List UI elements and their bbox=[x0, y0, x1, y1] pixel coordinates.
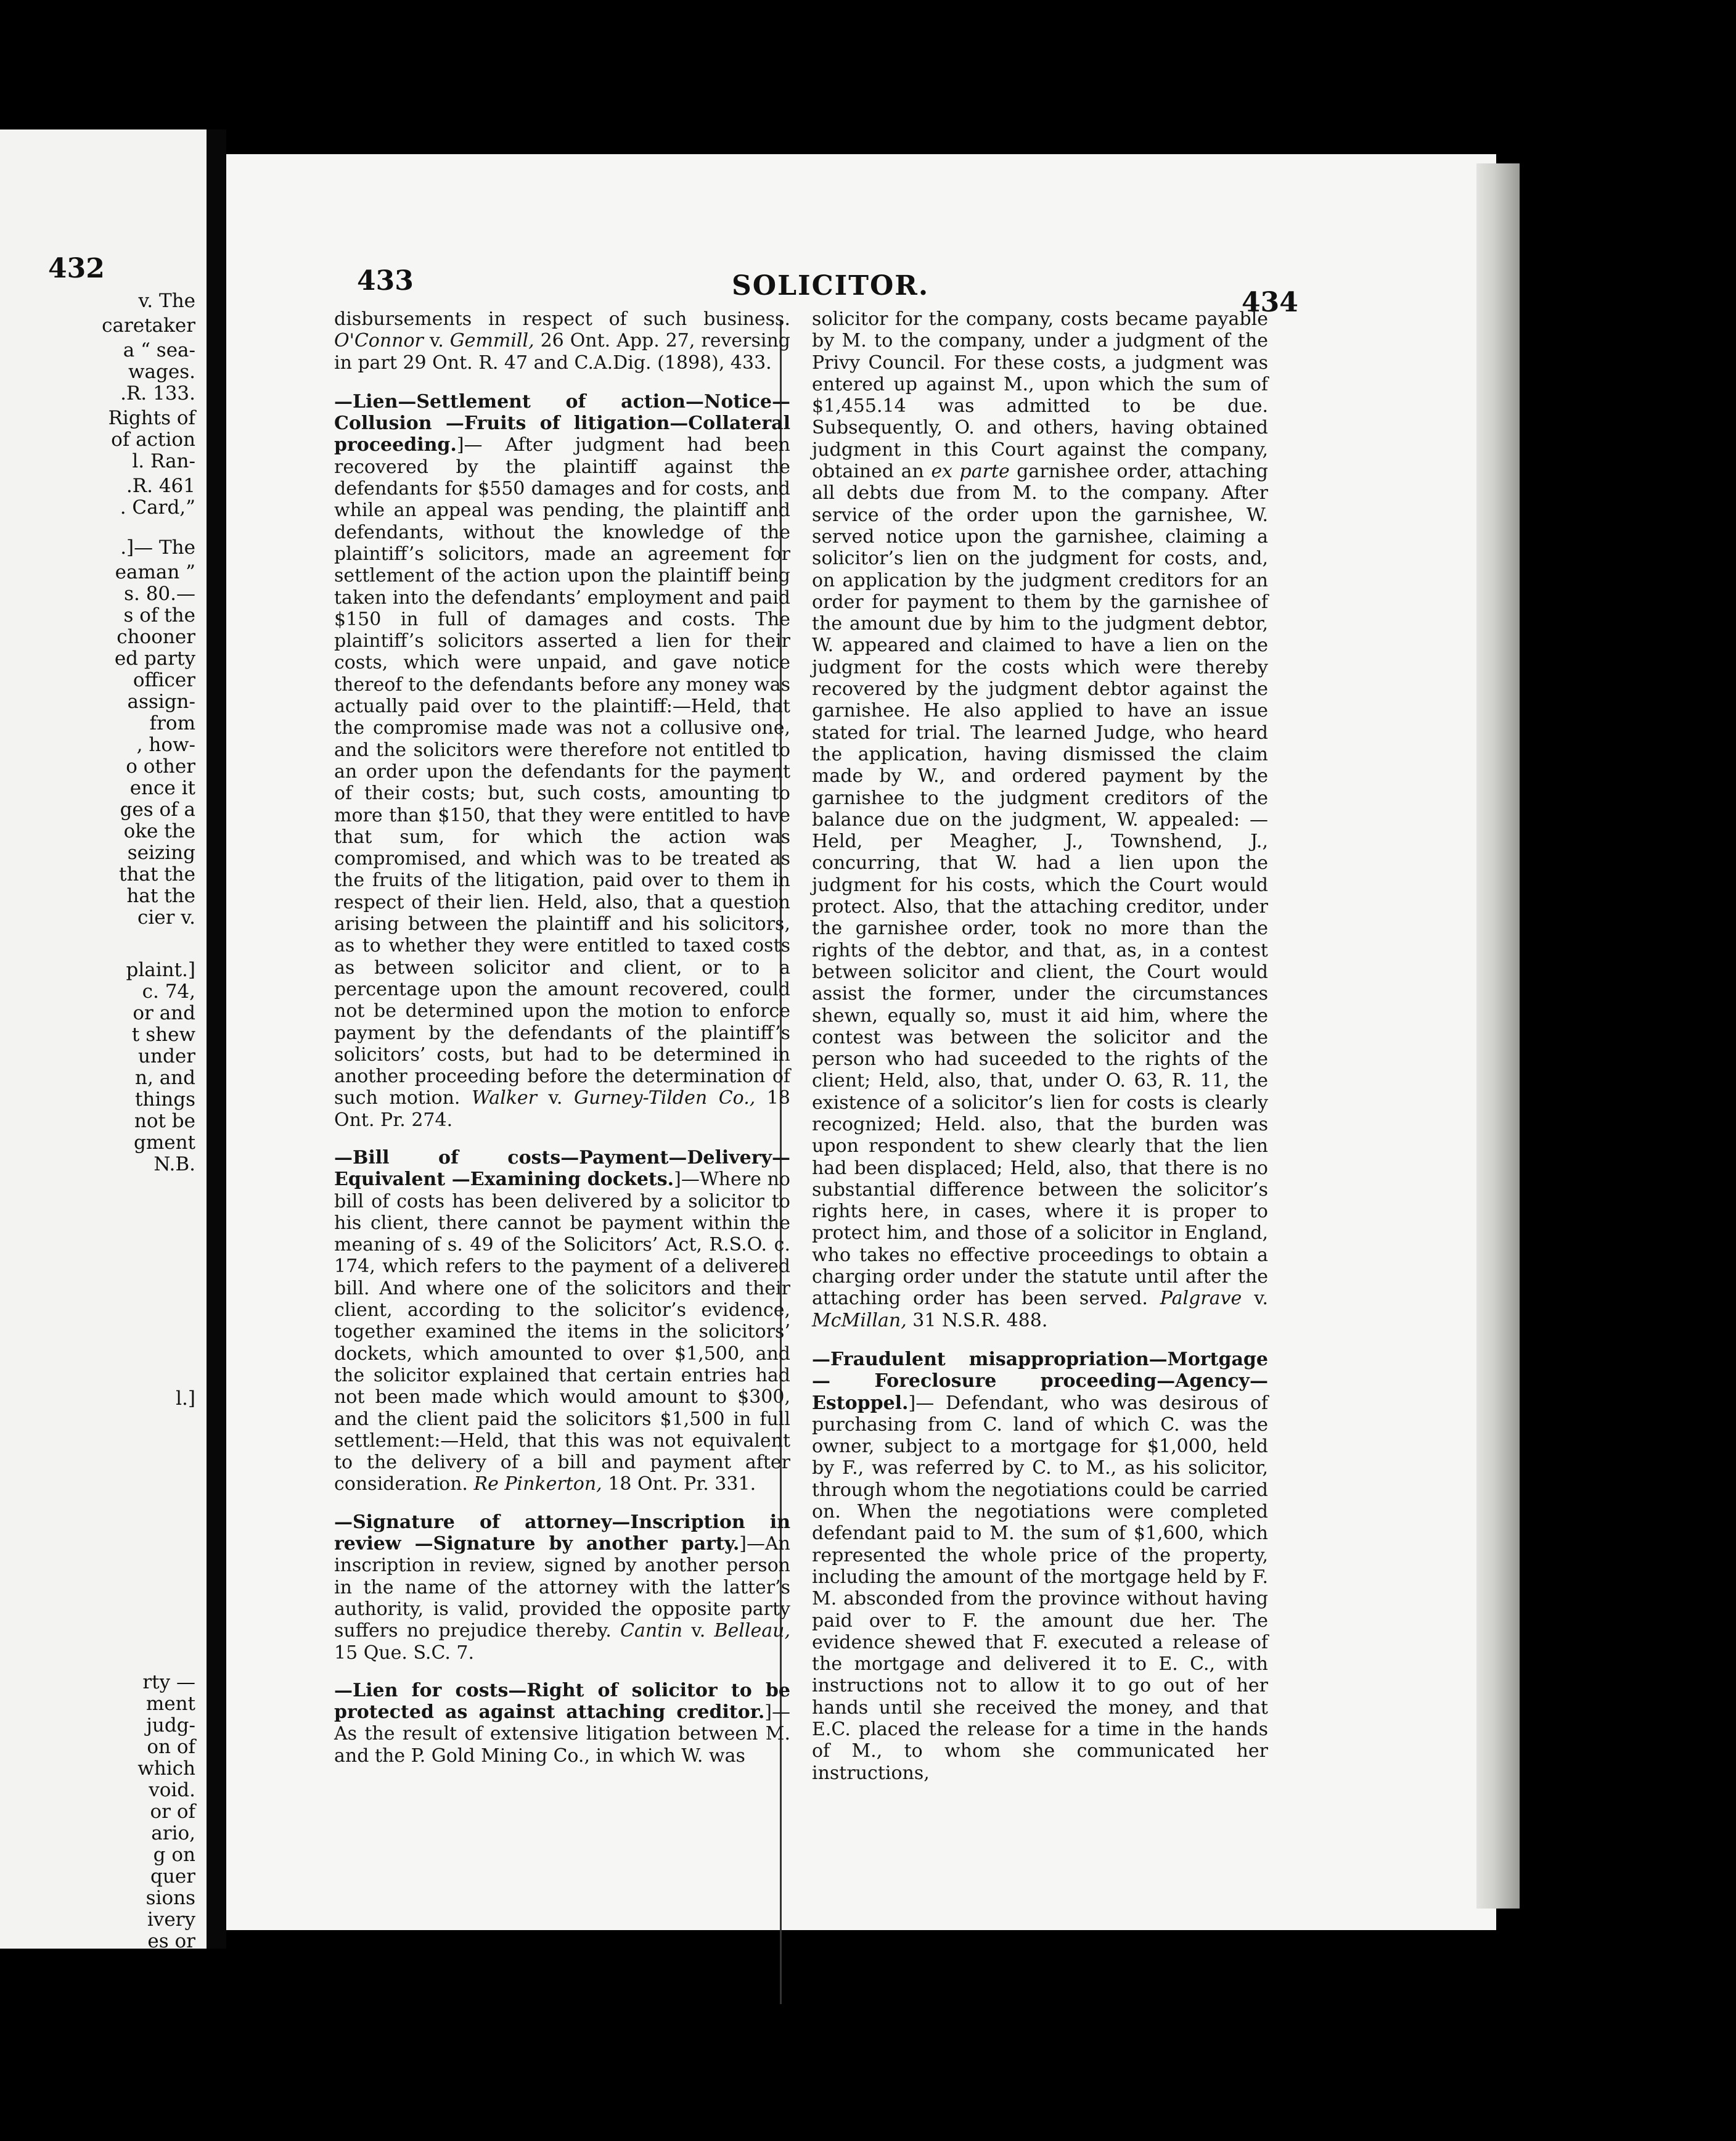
running-header bbox=[226, 265, 1496, 318]
left-page-fragment-line: that the bbox=[119, 863, 195, 886]
left-page-fragment-line: c. 74, bbox=[142, 980, 195, 1003]
book-gutter bbox=[207, 129, 226, 1949]
left-page-fragment-line: Rights of bbox=[108, 407, 195, 429]
left-page-fragment-line: ed party bbox=[114, 647, 195, 670]
left-page-fragment bbox=[0, 129, 207, 1949]
left-page-fragment-line: judg- bbox=[146, 1714, 195, 1736]
left-page-fragment-line: l. Ran- bbox=[132, 450, 195, 472]
left-page-fragment-line: s. 80.— bbox=[124, 583, 195, 605]
entry-lien-settlement: —Lien—Settlement of action—Notice—Collusion —Fruits of litigation—Collateral proceeding.]— After judgment had been recovered by the plaintiff against the defendants for $550 damages and for costs, and while an appeal was pending, the plaintiff and defendants, without the knowledge of the plaintiff’s solicitors, made an agreement for settlement of the action upon the plaintiff being taken into the defendants’ employment and paid $150 in full of damages and costs. The plaintiff’s solicitors asserted a lien for their costs, which were unpaid, and gave notice thereof to the defendants before any money was actually paid over to the plaintiff:—Held, that the compromise made was not a collusive one, and the solicitors were therefore not entitled to an order upon the defendants for the payment of their costs; but, such costs, amounting to more than $150, that they were entitled to have that sum, for which the action was compromised, and which was to be treated as the fruits of the litigation, paid over to them in respect of their lien. Held, also, that a question arising between the plaintiff and his solicitors, as to whether they were entitled to taxed costs as between solicitor and client, or to a percentage upon the amount recovered, could not be determined upon the motion to enforce payment by the defendants of the plaintiff’s solicitors’ costs, but had to be determined in another proceeding before the determination of such motion. Walker v. Gurney-Tilden Co., 18 Ont. Pr. 274. bbox=[334, 390, 790, 1131]
entry-continuation: disbursements in respect of such business. O'Connor v. Gemmill, 26 Ont. App. 27, reversing in part 29 Ont. R. 47 and C.A.Dig. (1898), 433. bbox=[334, 308, 791, 374]
left-page-fragment-line: es or bbox=[147, 1930, 195, 1949]
left-page-fragment-line: or of bbox=[150, 1801, 195, 1823]
entry-heading: —Signature of attorney—Inscription in review —Signature by another party. bbox=[334, 1511, 790, 1555]
left-page-fragment-line: under bbox=[138, 1045, 195, 1067]
left-page-fragment-line: assign- bbox=[127, 691, 195, 713]
left-page-fragment-line: chooner bbox=[117, 626, 195, 648]
entry-bill-of-costs: —Bill of costs—Payment—Delivery—Equivalent —Examining dockets.]—Where no bill of costs has been delivered by a solicitor to his client, there cannot be payment within the meaning of s. 49 of the Solicitors’ Act, R.S.O. c. 174, which refers to the payment of a delivered bill. And where one of the solicitors and their client, according to the solicitor’s evidence, together examined the items in the solicitors’ dockets, which amounted to over $1,500, and the solicitor explained that certain entries had not been made which would amount to $300, and the client paid the solicitors $1,500 in full settlement:—Held, that this was not equivalent to the delivery of a bill and payment after consideration. Re Pinkerton, 18 Ont. Pr. 331. bbox=[334, 1146, 790, 1495]
left-page-fragment-line: cier v. bbox=[137, 906, 195, 929]
left-page-fragment-line: N.B. bbox=[154, 1153, 195, 1175]
left-page-fragment-line: on of bbox=[147, 1736, 195, 1758]
left-page-fragment-line: l.] bbox=[176, 1387, 195, 1410]
left-page-fragment-line: n, and bbox=[135, 1067, 195, 1089]
left-column bbox=[334, 308, 790, 1783]
left-page-fragment-line: officer bbox=[133, 669, 195, 691]
entry-fraudulent-misappropriation: —Fraudulent misappropriation—Mortgage— Foreclosure proceeding—Agency—Estoppel.]— Defendant, who was desirous of purchasing from C. land of which C. was the owner, subject to a mortgage for $1,000, held by F., was referred by C. to M., as his solicitor, through whom the negotiations could be carried on. When the negotiations were completed defendant paid to M. the sum of $1,600, which represented the whole price of the property, including the amount of the mortgage held by F. M. absconded from the province without having paid over to F. the amount due her. The evidence shewed that F. executed a release of the mortgage and delivered it to E. C., with instructions not to allow it to go out of her hands until she received the money, and that E.C. placed the release for a time in the hands of M., to whom she communicated her instructions, bbox=[812, 1348, 1268, 1784]
entry-continuation: solicitor for the company, costs became payable by M. to the company, under a judgment of the Privy Council. For these costs, a judgment was entered up against M., upon which the sum of $1,455.14 was admitted to be due. Subsequently, O. and others, having obtained judgment in this Court against the company, obtained an ex parte garnishee order, attaching all debts due from M. to the company. After service of the order upon the garnishee, W. served notice upon the garnishee, claiming a solicitor’s lien on the judgment for costs, and, on application by the judgment creditors for an order for payment to them by the garnishee of the amount due by him to the judgment debtor, W. appeared and claimed to have a lien on the judgment for the costs which were thereby recovered by the judgment debtor against the garnishee. He also applied to have an issue stated for trial. The learned Judge, who heard the application, having dismissed the claim made by W., and ordered payment by the garnishee to the judgment creditors of the balance due on the judgment, W. appealed: —Held, per Meagher, J., Townshend, J., concurring, that W. had a lien upon the judgment for his costs, which the Court would protect. Also, that the attaching creditor, under the garnishee order, took no more than the rights of the debtor, and that, as, in a contest between solicitor and client, the Court would assist the former, under the circumstances shewn, equally so, must it aid him, where the contest was between the solicitor and the person who had suceeded to the rights of the client; Held, also, that, under O. 63, R. 11, the existence of a solicitor’s lien for costs is clearly recognized; Held. also, that the burden was upon respondent to shew clearly that the lien had been displaced; Held, also, that there is no substantial difference between the solicitor’s rights here, in cases, where it is proper to protect him, and those of a solicitor in England, who takes no effective proceedings to obtain a charging order under the statute until after the attaching order has been served. Palgrave v. McMillan, 31 N.S.R. 488. bbox=[812, 308, 1268, 1331]
left-page-fragment-line: oke the bbox=[123, 820, 195, 842]
left-page-fragment-line: seizing bbox=[127, 842, 195, 864]
entry-heading: —Lien—Settlement of action—Notice—Collusion —Fruits of litigation—Collateral proceeding. bbox=[334, 390, 790, 456]
left-page-fragment-line: sions bbox=[145, 1887, 195, 1909]
entry-heading: —Fraudulent misappropriation—Mortgage— Foreclosure proceeding—Agency—Estoppel. bbox=[812, 1348, 1268, 1414]
left-page-fragment-line: . Card,” bbox=[120, 496, 195, 519]
left-page-fragment-line: wages. bbox=[128, 361, 195, 383]
left-page-fragment-line: which bbox=[137, 1757, 195, 1780]
left-page-fragment-line: t shew bbox=[131, 1024, 195, 1046]
entry-heading: —Lien for costs—Right of solicitor to be protected as against attaching creditor. bbox=[334, 1679, 790, 1724]
left-page-fragment-line: void. bbox=[149, 1779, 195, 1801]
left-page-fragment-line: quer bbox=[150, 1865, 195, 1888]
left-page-fragment-line: gment bbox=[133, 1132, 195, 1154]
left-page-fragment-line: not be bbox=[134, 1110, 195, 1132]
right-column bbox=[812, 308, 1268, 1800]
left-page-fragment-line: .R. 461 bbox=[126, 475, 195, 497]
left-page-fragment-line: ges of a bbox=[120, 799, 195, 821]
entry-heading: —Bill of costs—Payment—Delivery—Equivalent —Examining dockets. bbox=[334, 1146, 790, 1191]
entry-signature-of-attorney: —Signature of attorney—Inscription in review —Signature by another party.]—An inscription in review, signed by another person in the name of the attorney with the latter’s authority, is valid, provided the opposite party suffers no prejudice thereby. Cantin v. Belleau, 15 Que. S.C. 7. bbox=[334, 1511, 790, 1664]
left-page-fragment-line: , how- bbox=[136, 734, 195, 756]
left-page-fragment-line: hat the bbox=[126, 885, 195, 907]
page-number-432: 432 bbox=[48, 253, 105, 284]
left-page-fragment-line: ence it bbox=[129, 777, 195, 799]
left-page-fragment-line: things bbox=[134, 1088, 195, 1111]
page-number-433: 433 bbox=[357, 265, 414, 297]
left-page-fragment-line: ivery bbox=[147, 1909, 195, 1931]
left-page-fragment-line: from bbox=[149, 712, 195, 734]
left-page-fragment-line: ario, bbox=[151, 1822, 195, 1844]
left-page-fragment-line: v. The bbox=[138, 290, 195, 312]
main-page bbox=[226, 154, 1496, 1930]
left-page-fragment-line: plaint.] bbox=[126, 959, 195, 981]
page-edge-stack bbox=[1476, 163, 1520, 1909]
left-page-fragment-line: eaman ” bbox=[115, 561, 195, 583]
entry-lien-for-costs: —Lien for costs—Right of solicitor to be protected as against attaching creditor.]—As the result of extensive litigation between M. and the P. Gold Mining Co., in which W. was bbox=[334, 1679, 790, 1767]
left-page-fragment-line: rty — bbox=[142, 1671, 195, 1693]
left-page-fragment-line: ment bbox=[145, 1693, 195, 1715]
left-page-fragment-line: g on bbox=[153, 1844, 195, 1866]
left-page-fragment-line: s of the bbox=[123, 604, 195, 627]
left-page-fragment-line: .]— The bbox=[120, 536, 195, 559]
left-page-fragment-line: a “ sea- bbox=[123, 339, 195, 361]
page-number-434: 434 bbox=[1242, 287, 1298, 318]
left-page-fragment-line: of action bbox=[111, 429, 195, 451]
left-page-fragment-line: or and bbox=[133, 1002, 195, 1024]
page-title: SOLICITOR. bbox=[732, 270, 930, 302]
left-page-fragment-line: .R. 133. bbox=[120, 382, 195, 405]
left-page-fragment-line: caretaker bbox=[102, 314, 195, 337]
left-page-fragment-line: o other bbox=[126, 755, 195, 778]
